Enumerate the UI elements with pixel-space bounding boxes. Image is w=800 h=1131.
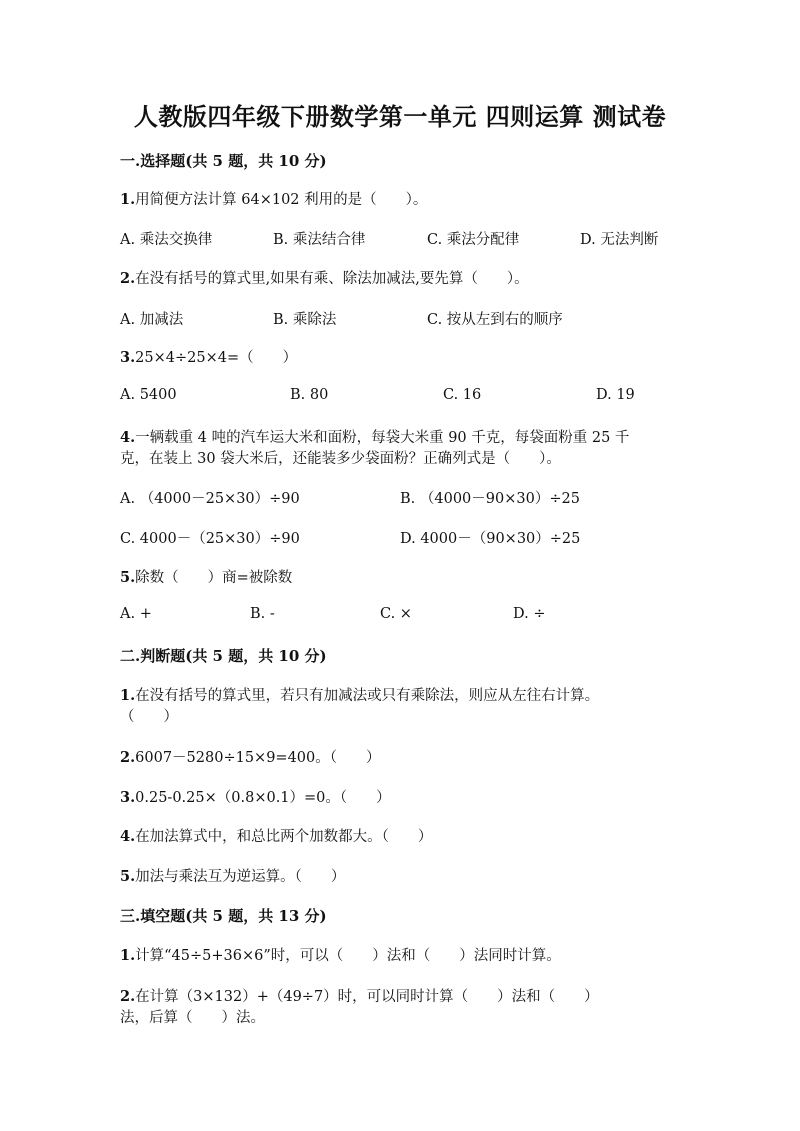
question-number: 3. (120, 789, 136, 806)
page-title: 人教版四年级下册数学第一单元 四则运算 测试卷 (133, 102, 667, 131)
question-text: 在没有括号的算式里,如果有乘、除法加减法,要先算（ ）。 (135, 271, 529, 287)
option-a: A. 5400 (120, 387, 177, 403)
option-c: C. × (380, 606, 412, 622)
question-1-4 (120, 426, 629, 447)
question-number: 5. (120, 569, 136, 586)
question-text: 在加法算式中，和总比两个加数都大。（ ） (135, 829, 433, 845)
question-2-3 (120, 786, 391, 807)
question-text: 用简便方法计算 64×102 利用的是（ ）。 (135, 192, 428, 208)
question-1-5 (120, 566, 292, 587)
section-heading-choice: 一.选择题(共 5 题，共 10 分) (120, 152, 327, 170)
option-b: B. （4000－90×30）÷25 (400, 491, 580, 507)
option-d: D. 19 (596, 387, 635, 403)
question-number: 2. (120, 749, 136, 766)
option-b: B. 乘法结合律 (273, 232, 366, 248)
section-heading-fill-blank: 三.填空题(共 5 题，共 13 分) (120, 907, 327, 925)
question-number: 3. (120, 349, 136, 366)
question-3-1 (120, 944, 561, 965)
option-b: B. - (250, 606, 275, 622)
question-number: 4. (120, 429, 136, 446)
option-b: B. 乘除法 (273, 312, 337, 328)
option-c: C. 乘法分配律 (427, 232, 520, 248)
question-text: 一辆载重 4 吨的汽车运大米和面粉，每袋大米重 90 千克，每袋面粉重 25 千 (135, 430, 630, 446)
question-text: 计算“45÷5+36×6”时，可以（ ）法和（ ）法同时计算。 (135, 948, 561, 964)
question-text: 25×4÷25×4=（ ） (135, 350, 298, 366)
question-number: 2. (120, 270, 136, 287)
question-1-1 (120, 188, 427, 209)
question-3-2-continuation: 法，后算（ ）法。 (120, 1010, 265, 1026)
question-number: 1. (120, 191, 136, 208)
question-text: 6007－5280÷15×9=400。（ ） (135, 750, 381, 766)
question-number: 5. (120, 868, 136, 885)
question-2-5 (120, 865, 345, 886)
question-1-2 (120, 267, 529, 288)
option-c: C. 按从左到右的顺序 (427, 312, 563, 328)
option-d: D. ÷ (513, 606, 546, 622)
option-d: D. 4000－（90×30）÷25 (400, 531, 581, 547)
option-c: C. 4000－（25×30）÷90 (120, 531, 300, 547)
option-a: A. + (120, 606, 152, 622)
question-text: 在计算（3×132）+（49÷7）时，可以同时计算（ ）法和（ ） (135, 989, 599, 1005)
question-number: 1. (120, 687, 136, 704)
question-2-1 (120, 684, 599, 705)
question-text: 加法与乘法互为逆运算。（ ） (135, 869, 346, 885)
option-a: A. 乘法交换律 (120, 232, 213, 248)
option-d: D. 无法判断 (580, 232, 659, 248)
option-a: A. （4000－25×30）÷90 (120, 491, 300, 507)
section-heading-judgement: 二.判断题(共 5 题，共 10 分) (120, 647, 327, 665)
question-text: 除数（ ）商=被除数 (135, 570, 293, 586)
option-a: A. 加减法 (120, 312, 184, 328)
question-1-4-continuation: 克，在装上 30 袋大米后，还能装多少袋面粉？正确列式是（ ）。 (120, 451, 561, 467)
question-text: 0.25-0.25×（0.8×0.1）=0。（ ） (135, 790, 391, 806)
question-number: 2. (120, 988, 136, 1005)
question-2-2 (120, 746, 381, 767)
question-3-2 (120, 985, 599, 1006)
question-2-1-continuation: （ ） (120, 709, 178, 725)
question-number: 1. (120, 947, 136, 964)
option-b: B. 80 (290, 387, 329, 403)
question-number: 4. (120, 828, 136, 845)
question-text: 在没有括号的算式里，若只有加减法或只有乘除法，则应从左往右计算。 (135, 688, 600, 704)
option-c: C. 16 (443, 387, 482, 403)
question-1-3 (120, 346, 297, 367)
question-2-4 (120, 825, 432, 846)
